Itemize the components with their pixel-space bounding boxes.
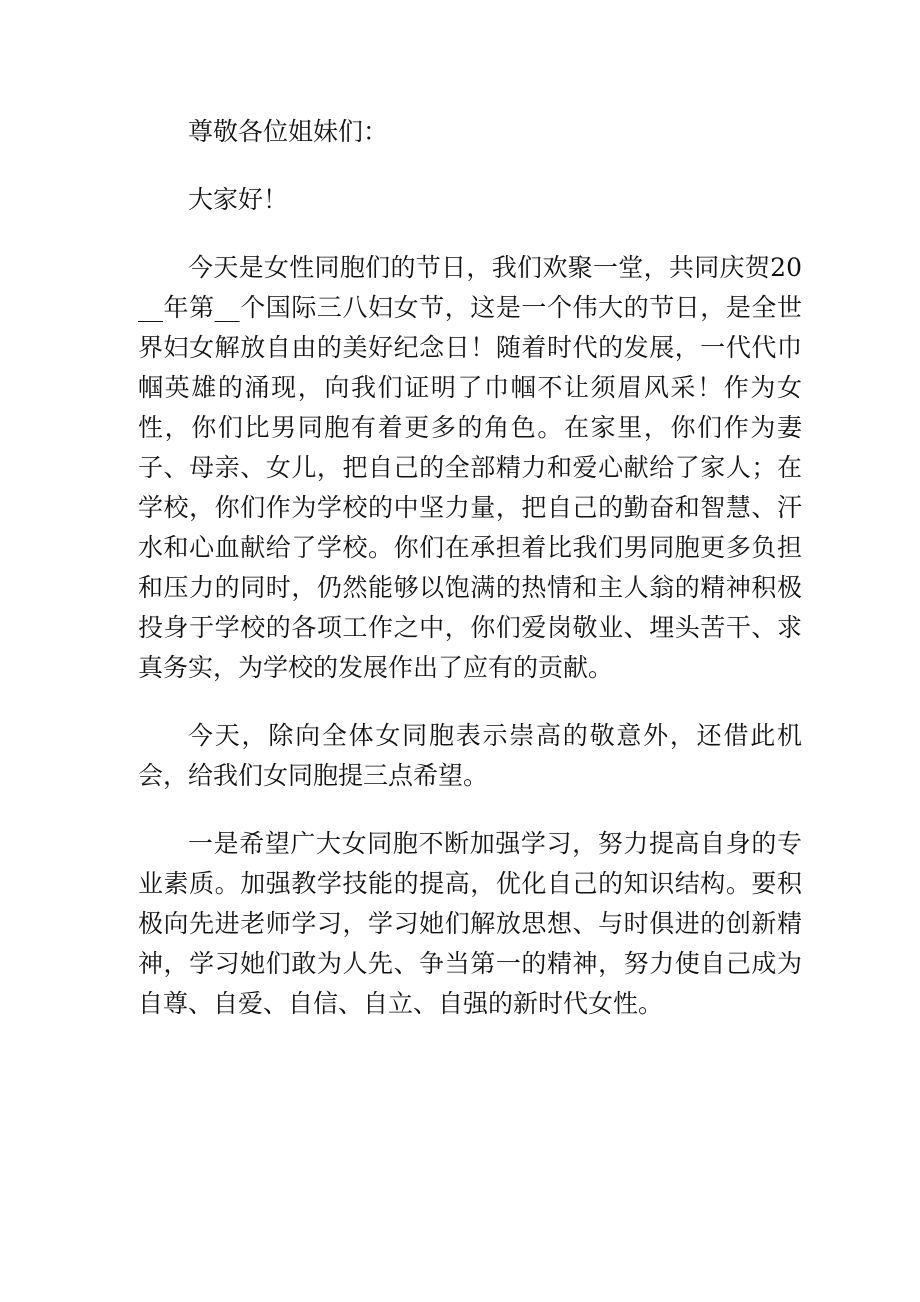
greeting: 大家好！	[188, 185, 289, 214]
document-body	[138, 112, 802, 1024]
salutation: 尊敬各位姐妹们：	[188, 117, 389, 146]
paragraph-2: 今天，除向全体女同胞表示崇高的敬意外，还借此机会，给我们女同胞提三点希望。	[138, 721, 802, 790]
paragraph-3: 一是希望广大女同胞不断加强学习，努力提高自身的专业素质。加强教学技能的提高，优化自己的知识结构。要积极向先进老师学习，学习她们解放思想、与时俱进的创新精神，学习她们敢为人先、争当第一的精神，努力使自己成为自尊、自爱、自信、自立、自强的新时代女性。	[138, 829, 802, 1018]
paragraph-1: 今天是女性同胞们的节日，我们欢聚一堂，共同庆贺20__年第__个国际三八妇女节，这是一个伟大的节日，是全世界妇女解放自由的美好纪念日！随着时代的发展，一代代巾帼英雄的涌现，向我们证明了巾帼不让须眉风采！作为女性，你们比男同胞有着更多的角色。在家里，你们作为妻子、母亲、女儿，把自己的全部精力和爱心献给了家人；在学校，你们作为学校的中坚力量，把自己的勤奋和智慧、汗水和心血献给了学校。你们在承担着比我们男同胞更多负担和压力的同时，仍然能够以饱满的热情和主人翁的精神积极投身于学校的各项工作之中，你们爱岗敬业、埋头苦干、求真务实，为学校的发展作出了应有的贡献。	[138, 253, 802, 682]
